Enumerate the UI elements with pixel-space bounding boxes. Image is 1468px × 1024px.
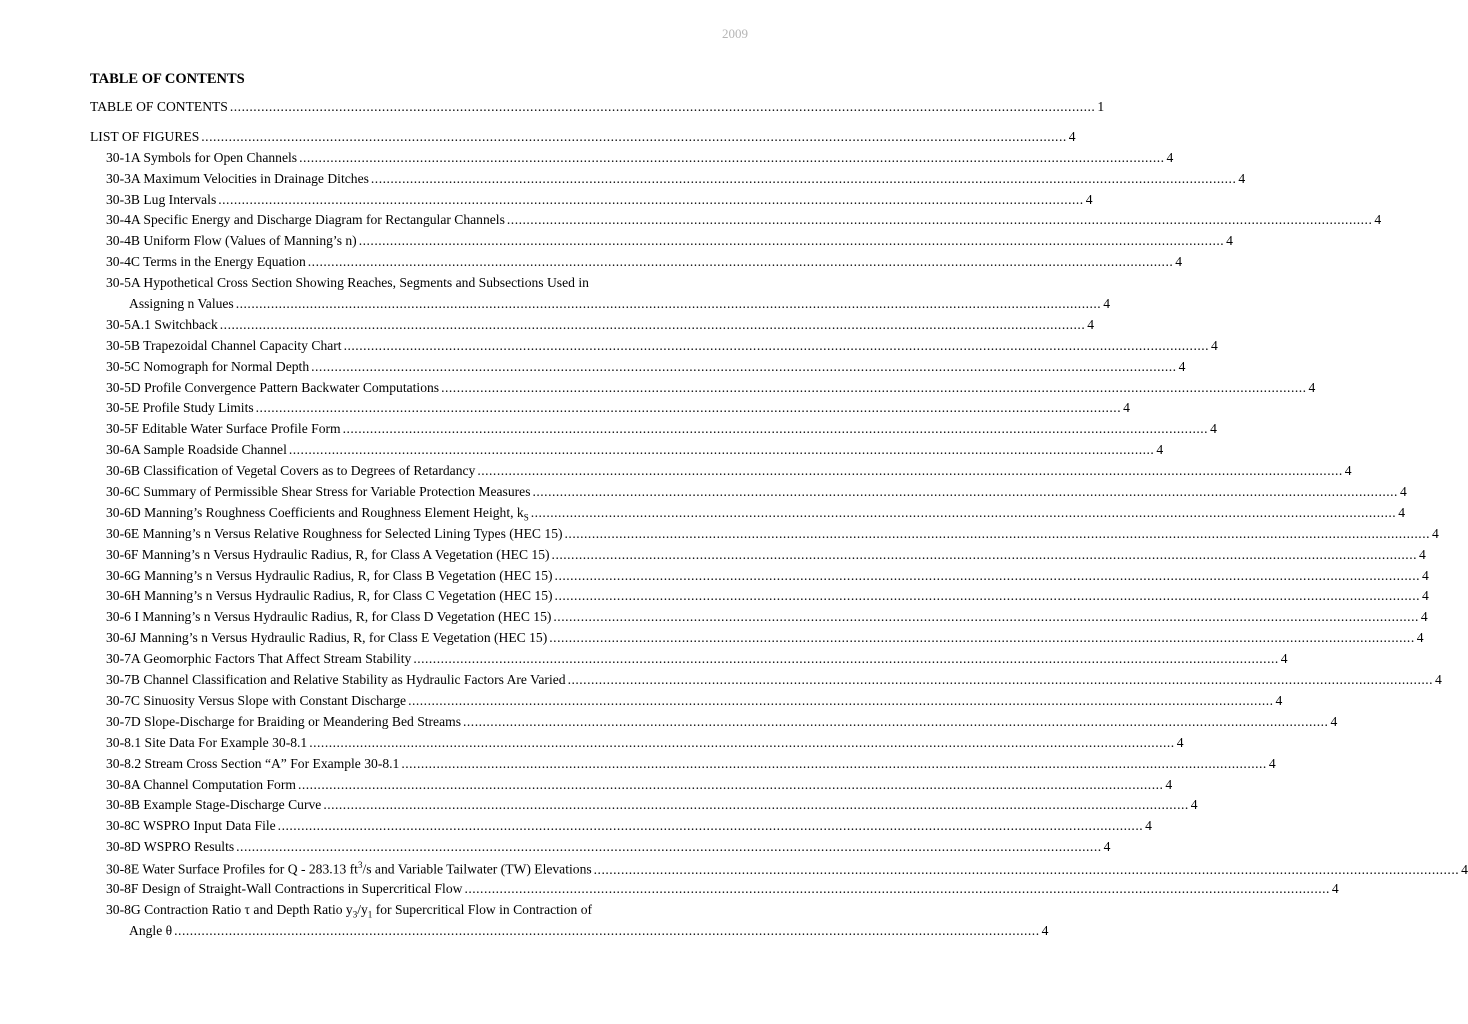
figure-entry-text-part: for Supercritical Flow in Contraction of (372, 901, 593, 917)
figure-entry[interactable] (90, 212, 1382, 233)
figure-entry[interactable] (90, 755, 1276, 777)
toc-entry-label: TABLE OF CONTENTS (90, 99, 228, 114)
figure-entry-page: 4 (1399, 484, 1407, 500)
figure-entry[interactable] (90, 379, 1316, 401)
dot-leader (464, 881, 1329, 897)
figure-entry-page: 4 (1280, 651, 1288, 667)
figure-entry[interactable] (90, 442, 1164, 463)
figure-entry-label (106, 756, 399, 772)
figure-entry-label (106, 338, 342, 354)
figure-entry-page: 4 (1419, 546, 1426, 562)
figure-entry-label (106, 902, 592, 920)
figure-entry-text-part: 30-4C Terms in the Energy Equation (106, 254, 306, 270)
dot-leader (230, 99, 1095, 115)
figure-entry[interactable] (90, 275, 682, 296)
figure-entry[interactable] (90, 902, 682, 923)
figure-entry-text-part: 30-5A.1 Switchback (106, 316, 218, 332)
dot-leader (408, 693, 1273, 709)
figure-entry[interactable] (90, 713, 1338, 735)
figure-entry-page: 4 (1190, 797, 1198, 813)
figure-entry-text-part: 30-5F Editable Water Surface Profile Form (106, 421, 341, 437)
figure-entry[interactable] (90, 400, 1130, 421)
figure-entry[interactable] (90, 734, 1184, 756)
figure-entry-label-cont: Assigning n Values (129, 296, 234, 312)
dot-leader (201, 129, 1066, 145)
figure-entry[interactable] (90, 170, 1246, 192)
dot-leader (552, 547, 1417, 563)
figure-entry-text-part: 30-8D WSPRO Results (106, 839, 235, 855)
figure-entry-label (106, 588, 553, 604)
dot-leader (565, 526, 1430, 542)
figure-entry-label (106, 317, 218, 333)
figure-entry-label (106, 630, 547, 646)
figure-entry-page: 4 (1041, 922, 1049, 938)
figure-entry-label (106, 192, 216, 208)
figure-entry-label (106, 881, 462, 897)
figure-entry-label (106, 714, 461, 730)
dot-leader (555, 588, 1420, 604)
figure-entry-continuation[interactable] (90, 922, 1049, 944)
figure-entry[interactable] (90, 880, 1339, 902)
figure-entry-label (106, 150, 297, 166)
figure-entry-text-part: 30-7C Sinuosity Versus Slope with Constant Discharge (106, 692, 407, 708)
toc-heading: TABLE OF CONTENTS (90, 71, 245, 87)
figure-entry-page: 4 (1422, 567, 1429, 583)
figure-entry[interactable] (90, 839, 1111, 860)
dot-leader (413, 651, 1278, 667)
figure-entry-page: 4 (1398, 504, 1405, 520)
dot-leader (289, 442, 1154, 458)
figure-entry-page: 4 (1268, 755, 1276, 771)
figure-entry-text-part: 1 (367, 909, 373, 920)
figure-entry-text-part: 30-6B Classification of Vegetal Covers as to Degrees of Retardancy (106, 463, 476, 479)
figure-entry-text-part: 30-6G Manning’s n Versus Hydraulic Radius, R, for Class B Vegetation (HEC 15) (106, 567, 553, 583)
table-of-contents (90, 99, 1468, 944)
figure-entry-text-part: 3 (357, 860, 363, 871)
figure-entry-continuation[interactable] (90, 296, 1110, 317)
dot-leader (531, 505, 1396, 521)
figure-entry-page: 4 (1156, 442, 1164, 458)
figure-entry-text-part: 30-7D Slope-Discharge for Braiding or Meandering Bed Streams (106, 713, 461, 729)
figure-entry-text-part: S (523, 512, 529, 523)
toc-entry-table-of-contents[interactable] (90, 99, 1105, 120)
figure-entry[interactable] (90, 484, 1407, 505)
figure-entry-page: 4 (1275, 692, 1283, 708)
dot-leader (477, 463, 1342, 479)
figure-entry-label (106, 275, 589, 291)
figure-entry-page: 4 (1420, 609, 1428, 625)
figure-entry-label (106, 672, 566, 688)
figure-entry-text-part: 3 (352, 909, 358, 920)
figure-entry[interactable] (90, 609, 1428, 630)
figure-entry-page: 4 (1178, 358, 1186, 374)
figure-entry-text-part: /s and Variable Tailwater (TW) Elevations (362, 861, 592, 877)
dot-leader (278, 818, 1143, 834)
figure-entry-label (106, 421, 341, 437)
figure-entry[interactable] (90, 337, 1218, 359)
figure-entry-text-part: 30-3A Maximum Velocities in Drainage Ditches (106, 170, 369, 186)
figure-entry-text-part: 30-4B Uniform Flow (Values of Manning’s n) (106, 233, 357, 249)
dot-leader (343, 421, 1208, 437)
dot-leader (594, 862, 1459, 878)
dot-leader (298, 777, 1163, 793)
figure-entry-page: 4 (1435, 672, 1442, 688)
toc-entry-page: 4 (1068, 128, 1076, 144)
figure-entry-text-part: 30-8C WSPRO Input Data File (106, 818, 276, 834)
figure-entry-text-part: 30-5B Trapezoidal Channel Capacity Chart (106, 337, 342, 353)
dot-leader (323, 797, 1188, 813)
figure-entry[interactable] (90, 525, 1439, 547)
figure-entry[interactable] (90, 233, 1233, 254)
dot-leader (256, 400, 1121, 416)
figure-entry-text-part: 30-5D Profile Convergence Pattern Backwater Computations (106, 379, 440, 395)
figure-entry-label (106, 254, 306, 270)
figure-entry-page: 4 (1331, 880, 1339, 896)
figure-entry-page: 4 (1085, 191, 1093, 207)
figure-entry[interactable] (90, 567, 1429, 589)
figure-entry-page: 4 (1087, 316, 1095, 332)
figure-entry[interactable] (90, 191, 1093, 213)
figure-entry[interactable] (90, 546, 1426, 568)
dot-leader (507, 212, 1372, 228)
dot-leader (344, 338, 1209, 354)
dot-leader (359, 233, 1224, 249)
figure-entry-label (106, 526, 563, 542)
figure-entry-page: 4 (1344, 463, 1352, 479)
figure-entry-text-part: 30-4A Specific Energy and Discharge Diagram for Rectangular Channels (106, 212, 505, 228)
figure-entry-text-part: 30-8A Channel Computation Form (106, 776, 296, 792)
figure-entry-text-part: 30-5C Nomograph for Normal Depth (106, 358, 310, 374)
dot-leader (309, 735, 1174, 751)
dot-leader (568, 672, 1433, 688)
dot-leader (174, 923, 1039, 939)
dot-leader (401, 756, 1266, 772)
figure-entry-page: 4 (1166, 149, 1174, 165)
figure-entry-label (106, 380, 439, 396)
dot-leader (236, 839, 1101, 855)
figure-entry-label (106, 547, 550, 563)
figure-list (90, 149, 1468, 944)
toc-entry-page: 1 (1097, 99, 1105, 114)
figure-entry-label (106, 400, 254, 416)
figure-entry-text-part: /y (357, 901, 368, 917)
figure-entry-text-part: 30-8B Example Stage-Discharge Curve (106, 797, 322, 813)
figure-entry-label (106, 735, 307, 751)
figure-entry-page: 4 (1308, 379, 1316, 395)
figure-entry-text-part: 30-1A Symbols for Open Channels (106, 149, 298, 165)
dot-leader (220, 317, 1085, 333)
toc-entry-list-of-figures[interactable] (90, 128, 1076, 150)
figure-entry-page: 4 (1330, 713, 1338, 729)
figure-entry-page: 4 (1123, 400, 1130, 416)
dot-leader (299, 150, 1164, 166)
figure-entry-label (106, 442, 287, 458)
figure-entry-page: 4 (1103, 296, 1110, 312)
figure-entry[interactable] (90, 692, 1283, 714)
dot-leader (308, 254, 1173, 270)
figure-entry-label (106, 233, 357, 249)
figure-entry-label (106, 839, 234, 855)
figure-entry-label (106, 359, 309, 375)
figure-entry-label (106, 797, 321, 813)
figure-entry[interactable] (90, 254, 1183, 275)
dot-leader (553, 609, 1418, 625)
figure-entry-page: 4 (1165, 776, 1173, 792)
dot-leader (549, 630, 1414, 646)
figure-entry-text-part: 30-3B Lug Intervals (106, 191, 217, 207)
figure-entry-label (106, 693, 406, 709)
dot-leader (532, 484, 1397, 500)
figure-entry-text-part: 30-6H Manning’s n Versus Hydraulic Radius, R, for Class C Vegetation (HEC 15) (106, 588, 553, 604)
figure-entry-page: 4 (1374, 212, 1382, 228)
figure-entry[interactable] (90, 463, 1352, 484)
figure-entry-label (106, 212, 505, 228)
figure-entry-text-part: 30-8G Contraction Ratio τ and Depth Ratio y (106, 901, 353, 917)
figure-entry[interactable] (90, 776, 1173, 798)
figure-entry[interactable] (90, 588, 1429, 609)
figure-entry[interactable] (90, 797, 1198, 818)
figure-entry-label-cont: Angle θ (129, 922, 173, 938)
figure-entry-text-part: 30-8.1 Site Data For Example 30-8.1 (106, 734, 308, 750)
figure-entry-text-part: 30-6F Manning’s n Versus Hydraulic Radius, R, for Class A Vegetation (HEC 15) (106, 546, 550, 562)
figure-entry-label (106, 505, 529, 523)
figure-entry-text-part: 30-6A Sample Roadside Channel (106, 442, 287, 458)
figure-entry[interactable] (90, 149, 1174, 171)
figure-entry-text-part: 30-5E Profile Study Limits (106, 400, 254, 416)
figure-entry[interactable] (90, 504, 1405, 526)
toc-entry-label: LIST OF FIGURES (90, 128, 200, 144)
figure-entry-label (106, 651, 411, 667)
page-year: 2009 (722, 26, 748, 41)
figure-entry-text-part: 30-6D Manning’s Roughness Coefficients and Roughness Element Height, k (106, 504, 524, 520)
dot-leader (463, 714, 1328, 730)
figure-entry-page: 4 (1175, 254, 1183, 270)
figure-entry-label (106, 860, 592, 878)
figure-entry-text-part: 30-6 I Manning’s n Versus Hydraulic Radius, R, for Class D Vegetation (HEC 15) (106, 609, 552, 625)
figure-entry-label (106, 818, 276, 834)
figure-entry-label (106, 463, 475, 479)
figure-entry-page: 4 (1461, 861, 1468, 877)
figure-entry-page: 4 (1422, 588, 1429, 604)
figure-entry-text-part: 30-6J Manning’s n Versus Hydraulic Radius, R, for Class E Vegetation (HEC 15) (106, 630, 548, 646)
figure-entry-label (106, 171, 369, 187)
figure-entry-page: 4 (1238, 170, 1246, 186)
figure-entry-text-part: 30-6E Manning’s n Versus Relative Roughness for Selected Lining Types (HEC 15) (106, 525, 563, 541)
figure-entry-page: 4 (1416, 630, 1424, 646)
figure-entry[interactable] (90, 818, 1152, 839)
dot-leader (236, 296, 1101, 312)
figure-entry-page: 4 (1431, 525, 1439, 541)
figure-entry-label (106, 568, 553, 584)
figure-entry[interactable] (90, 316, 1095, 338)
figure-entry[interactable] (90, 651, 1288, 672)
figure-entry[interactable] (90, 358, 1186, 380)
dot-leader (555, 568, 1420, 584)
figure-entry-page: 4 (1145, 818, 1152, 834)
dot-leader (371, 171, 1236, 187)
figure-entry-label (106, 609, 551, 625)
dot-leader (441, 380, 1306, 396)
figure-entry[interactable] (90, 860, 1468, 881)
figure-entry-page: 4 (1226, 233, 1233, 249)
figure-entry-page: 4 (1103, 839, 1111, 855)
figure-entry-label (106, 484, 530, 500)
figure-entry-text-part: 30-8.2 Stream Cross Section “A” For Example 30-8.1 (106, 755, 400, 771)
dot-leader (311, 359, 1176, 375)
figure-entry-text-part: 30-7B Channel Classification and Relative Stability as Hydraulic Factors Are Varied (106, 672, 566, 688)
figure-entry-page: 4 (1176, 734, 1184, 750)
dot-leader (218, 192, 1083, 208)
figure-entry-text-part: 30-8F Design of Straight-Wall Contractions in Supercritical Flow (106, 880, 463, 896)
figure-entry-page: 4 (1210, 421, 1217, 437)
figure-entry[interactable] (90, 421, 1217, 442)
figure-entry-page: 4 (1211, 337, 1218, 353)
figure-entry-text-part: 30-5A Hypothetical Cross Section Showing Reaches, Segments and Subsections Used in (106, 275, 589, 291)
figure-entry-text-part: 30-7A Geomorphic Factors That Affect Stream Stability (106, 651, 412, 667)
figure-entry-text-part: 30-6C Summary of Permissible Shear Stress for Variable Protection Measures (106, 484, 531, 500)
figure-entry[interactable] (90, 672, 1442, 693)
figure-entry[interactable] (90, 630, 1424, 651)
figure-entry-label (106, 777, 296, 793)
figure-entry-text-part: 30-8E Water Surface Profiles for Q - 283.13 ft (106, 861, 358, 877)
